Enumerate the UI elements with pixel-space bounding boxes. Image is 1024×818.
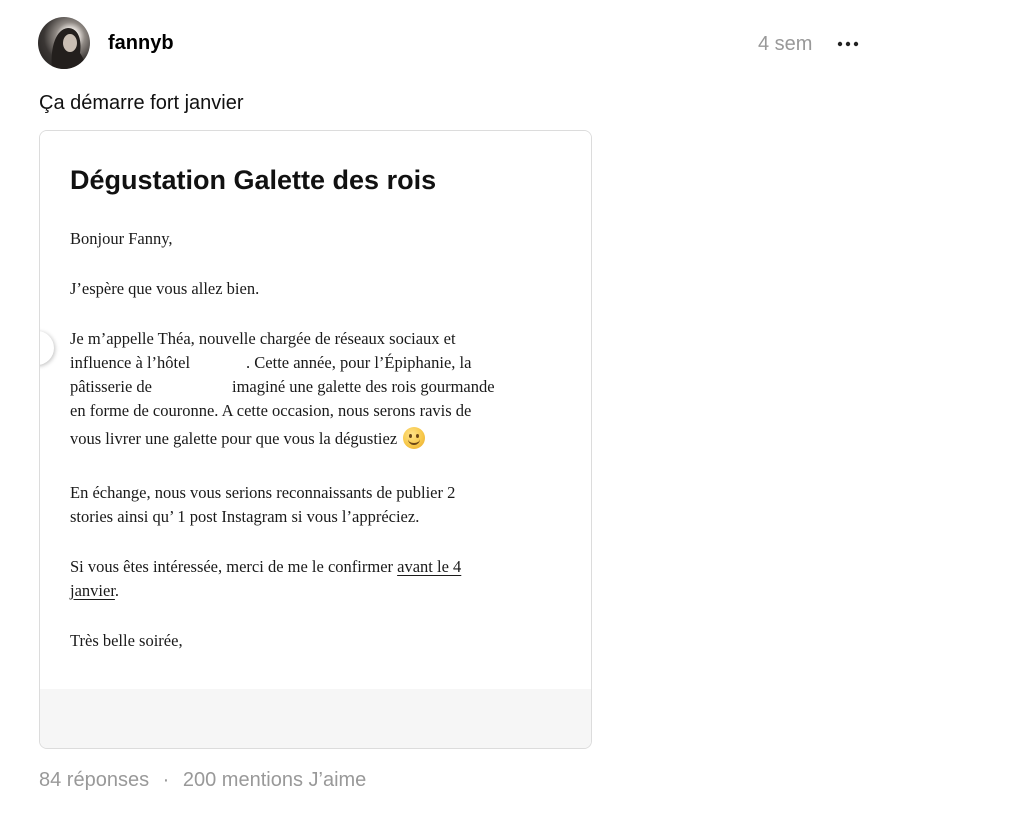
letter-line: . Cette année, pour l’Épiphanie, la [246, 353, 472, 372]
letter-line: imaginé une galette des rois gourmande [232, 377, 495, 396]
letter-line: influence à l’hôtel [70, 353, 191, 372]
letter-paragraph-1: J’espère que vous allez bien. [70, 279, 260, 298]
letter-closing: Très belle soirée, [70, 631, 183, 650]
more-icon[interactable] [836, 33, 860, 55]
letter-line: Si vous êtes intéressée, merci de me le confirmer [70, 557, 394, 576]
letter-body [70, 227, 560, 679]
redacted-text [190, 367, 246, 368]
replies-count[interactable]: 84 réponses [39, 769, 150, 791]
letter-screenshot [40, 131, 591, 691]
letter-line: En échange, nous vous serions reconnaissants de publier 2 [70, 483, 456, 502]
letter-bottom-area [40, 689, 591, 748]
letter-deadline: janvier [70, 581, 115, 600]
letter-line: en forme de couronne. A cette occasion, nous serons ravis de [70, 401, 472, 420]
letter-deadline: avant le 4 [397, 557, 462, 576]
post-footer [39, 769, 366, 792]
letter-greeting: Bonjour Fanny, [70, 229, 173, 248]
letter-line: pâtisserie de [70, 377, 153, 396]
avatar[interactable] [38, 17, 90, 69]
letter-paragraph-4 [70, 555, 560, 603]
separator: · [162, 769, 170, 791]
letter-title: Dégustation Galette des rois [70, 165, 437, 195]
letter-line: . [114, 581, 120, 600]
letter-paragraph-2 [70, 327, 560, 455]
likes-count[interactable]: 200 mentions J’aime [182, 769, 367, 791]
avatar-photo-icon [38, 17, 90, 69]
letter-paragraph-3 [70, 481, 560, 529]
letter-line: Je m’appelle Théa, nouvelle chargée de réseaux sociaux et [70, 329, 456, 348]
letter-line: stories ainsi qu’ 1 post Instagram si vous l’appréciez. [70, 507, 420, 526]
letter-line: vous livrer une galette pour que vous la dégustiez [70, 429, 398, 448]
post-timestamp[interactable]: 4 sem [758, 33, 813, 55]
post-caption: Ça démarre fort janvier [39, 92, 244, 114]
post-header [38, 17, 868, 71]
redacted-text [152, 391, 232, 392]
post-image[interactable] [39, 130, 592, 749]
smiling-face-emoji-icon [403, 427, 425, 449]
username[interactable]: fannyb [108, 32, 174, 54]
